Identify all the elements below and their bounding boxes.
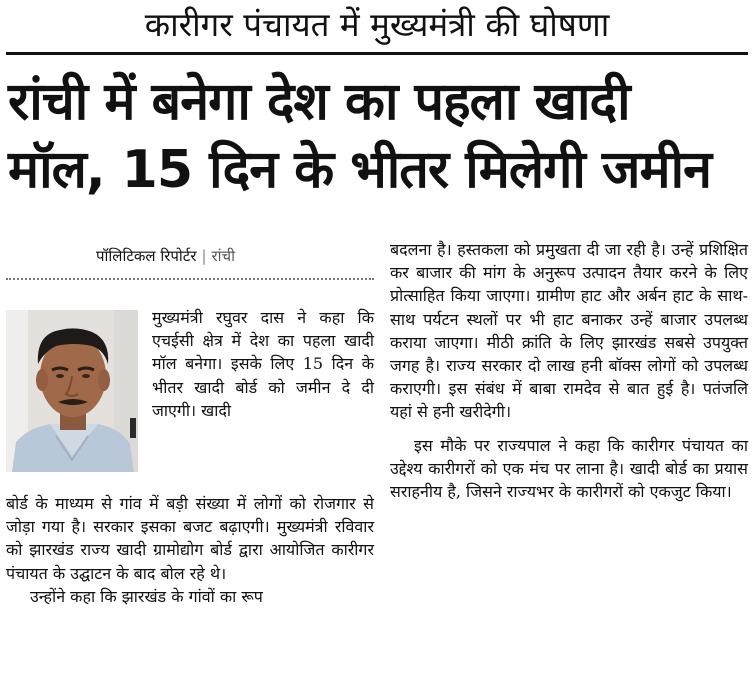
kicker-divider: [6, 52, 748, 55]
byline-separator: |: [201, 247, 207, 265]
byline: [96, 246, 235, 266]
headline: [8, 68, 748, 204]
chief-minister-photo: [6, 310, 138, 472]
byline-dotted-divider: [6, 278, 374, 280]
left-column-body: [6, 492, 374, 608]
article-paragraph-2: उन्होंने कहा कि झारखंड के गांवों का रूप: [30, 586, 263, 606]
article-paragraph-4: इस मौके पर राज्यपाल ने कहा कि कारीगर पंचायत का उद्देश्य कारीगरों को एक मंच पर लाना है। खादी बोर्ड का प्रयास सराहनीय है, जिसने राज्यभर के कारीगरों को एकजुट किया।: [390, 435, 748, 502]
left-column-wrap-text: [152, 306, 374, 422]
article-paragraph-continued: बोर्ड के माध्यम से गांव में बड़ी संख्या में लोगों को रोजगार से जोड़ा गया है। सरकार इसका बजट बढ़ाएगी। मुख्यमंत्री रविवार को झारखंड राज्य खादी ग्रामोद्योग बोर्ड द्वारा आयोजित कारीगर पंचायत के उद्घाटन के बाद बोल रहे थे।: [6, 494, 374, 583]
headline-line-1: रांची में बनेगा देश का पहला खादी: [8, 72, 630, 132]
kicker-heading: कारीगर पंचायत में मुख्यमंत्री की घोषणा: [144, 5, 610, 44]
byline-place: रांची: [211, 247, 235, 265]
portrait-illustration: [6, 310, 138, 472]
article-paragraph-intro: मुख्यमंत्री रघुवर दास ने कहा कि एचईसी क्षेत्र में देश का पहला खादी मॉल बनेगा। इसके लिए 15 दिन के भीतर खादी बोर्ड को जमीन दे दी जाएगी। खादी: [152, 308, 374, 420]
right-column: [390, 238, 748, 503]
byline-author: पॉलिटिकल रिपोर्टर: [96, 247, 197, 265]
headline-line-2: मॉल, 15 दिन के भीतर मिलेगी जमीन: [8, 140, 711, 200]
article-paragraph-3: बदलना है। हस्तकला को प्रमुखता दी जा रही है। उन्हें प्रशिक्षित कर बाजार की मांग के अनुरूप उत्पादन तैयार करने के लिए प्रोत्साहित किया जाएगा। ग्रामीण हाट और अर्बन हाट के साथ-साथ पर्यटन स्थलों पर भी हाट बनाकर उन्हें बाजार उपलब्ध कराया जाएगा। मीठी क्रांति के लिए झारखंड सबसे उपयुक्त जगह है। राज्य सरकार दो लाख हनी बॉक्स लोगों को उपलब्ध कराएगी। इस संबंध में बाबा रामदेव से बात हुई है। पतंजलि यहां से हनी खरीदेगी।: [390, 240, 748, 422]
